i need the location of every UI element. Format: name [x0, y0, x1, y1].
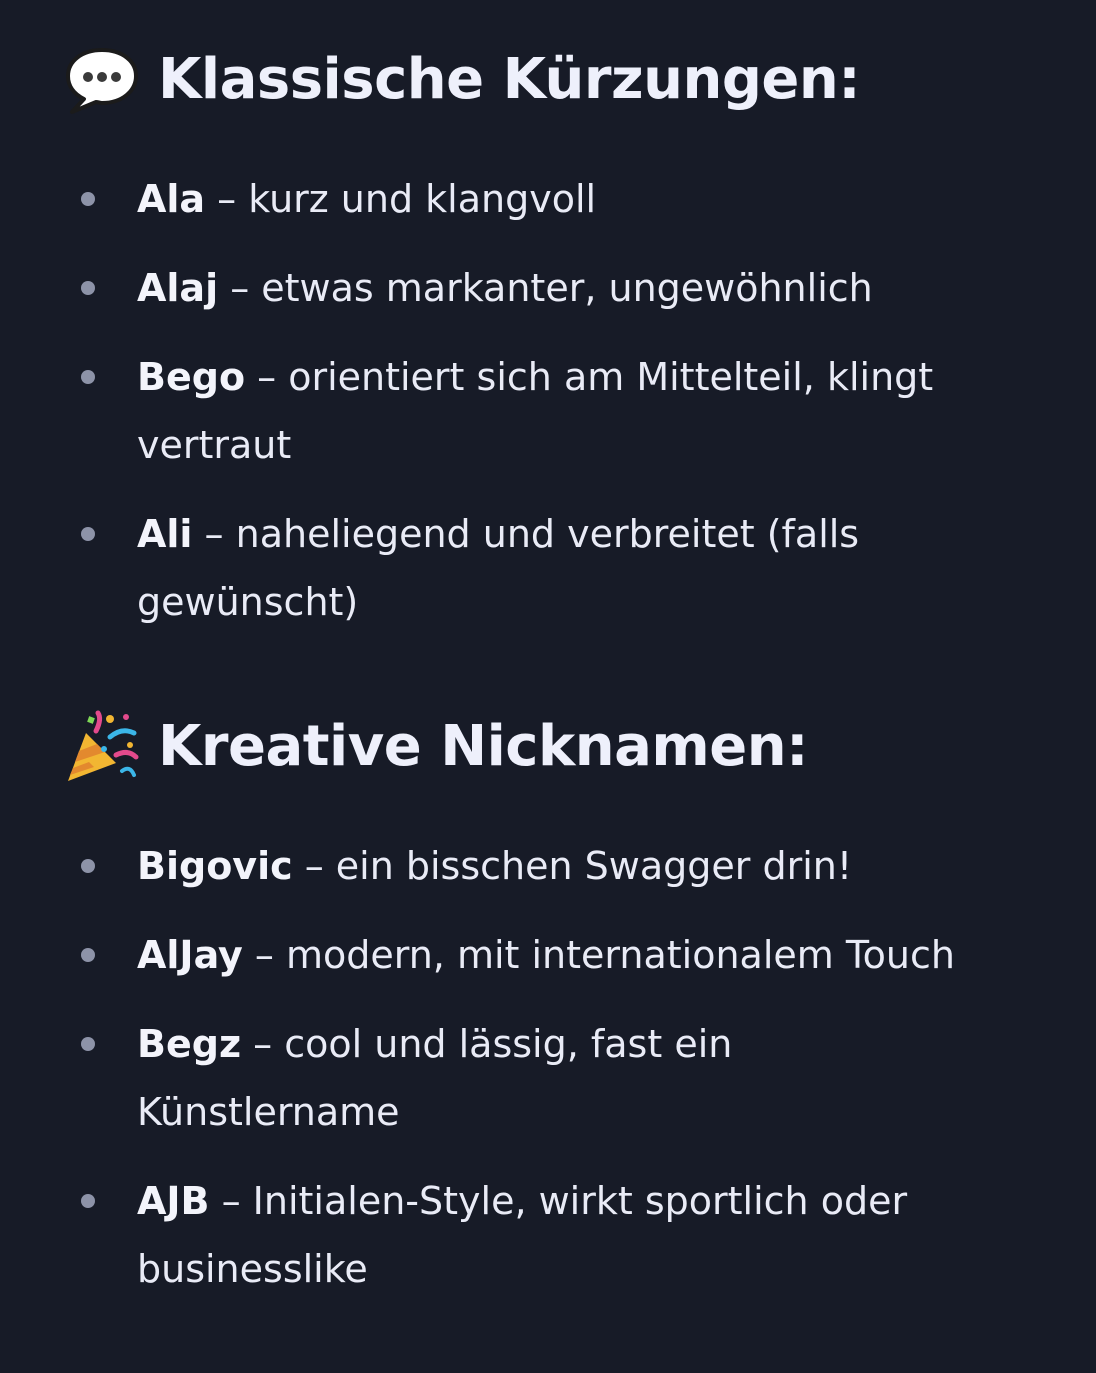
- bullet-dot: [81, 859, 95, 873]
- list-item: [0, 832, 1096, 900]
- bullet-dot: [81, 1037, 95, 1051]
- speech-balloon-icon: [64, 42, 140, 118]
- list-item: [0, 1010, 1096, 1146]
- bullet-dot: [81, 370, 95, 384]
- list-item: [0, 165, 1096, 233]
- item-description: – kurz und klangvoll: [205, 177, 597, 221]
- item-description: – orientiert sich am Mittelteil, klingt vertraut: [137, 355, 934, 467]
- list-item: [0, 500, 1096, 636]
- section-heading-classic: [64, 42, 860, 118]
- creative-nicknames-list: [0, 832, 1096, 1303]
- item-description: – naheliegend und verbreitet (falls gewünscht): [137, 512, 860, 624]
- classic-abbreviations-list: [0, 165, 1096, 636]
- item-description: – Initialen-Style, wirkt sportlich oder businesslike: [137, 1179, 908, 1291]
- bullet-dot: [81, 1194, 95, 1208]
- item-term: AlJay: [137, 933, 243, 977]
- bullet-dot: [81, 527, 95, 541]
- list-item: [0, 343, 1096, 479]
- item-description: – ein bisschen Swagger drin!: [292, 844, 853, 888]
- item-description: – cool und lässig, fast ein Künstlername: [137, 1022, 733, 1134]
- list-item: [0, 254, 1096, 322]
- item-term: Begz: [137, 1022, 242, 1066]
- item-description: – etwas markanter, ungewöhnlich: [218, 266, 873, 310]
- section-heading-creative: [64, 709, 808, 785]
- item-description: – modern, mit internationalem Touch: [242, 933, 955, 977]
- item-term: Ali: [137, 512, 193, 556]
- item-term: Bego: [137, 355, 246, 399]
- item-term: AJB: [137, 1179, 210, 1223]
- bullet-dot: [81, 948, 95, 962]
- bullet-dot: [81, 281, 95, 295]
- party-popper-icon: [64, 709, 140, 785]
- item-term: Ala: [137, 177, 206, 221]
- section-heading-text: Klassische Kürzungen:: [158, 47, 861, 113]
- bullet-dot: [81, 192, 95, 206]
- item-term: Alaj: [137, 266, 219, 310]
- list-item: [0, 1167, 1096, 1303]
- item-term: Bigovic: [137, 844, 293, 888]
- list-item: [0, 921, 1096, 989]
- section-heading-text: Kreative Nicknamen:: [158, 714, 808, 780]
